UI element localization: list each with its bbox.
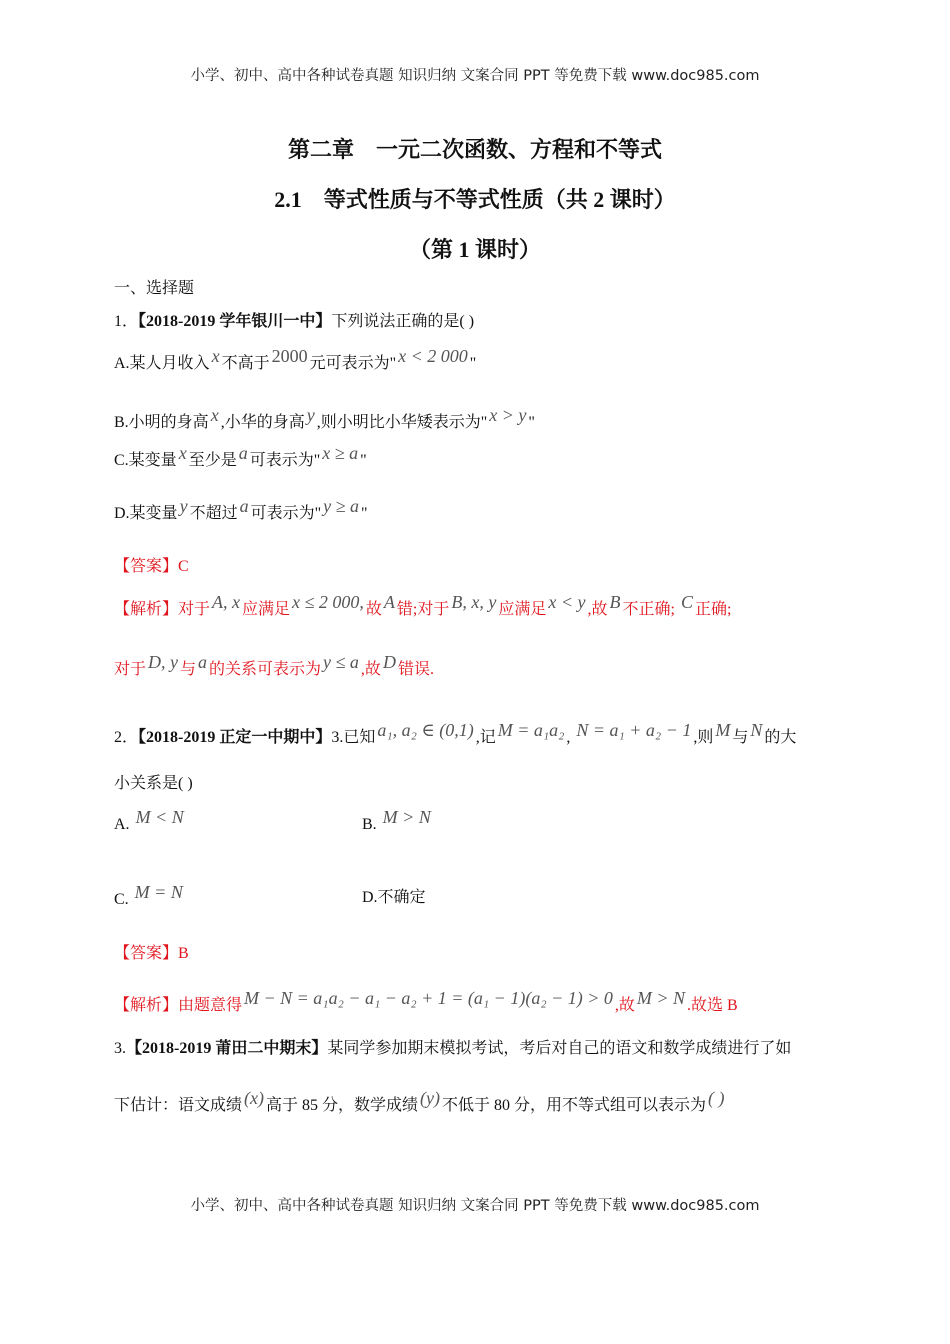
page-footer: 小学、初中、高中各种试卷真题 知识归纳 文案合同 PPT 等免费下载 www.doc985.com <box>190 1198 760 1214</box>
math-expression: (x) <box>244 1088 264 1108</box>
text-segment: ,小华的身高 <box>220 414 305 431</box>
text-segment: 3. <box>114 1040 126 1057</box>
bold-source-tag: 【2018-2019 莆田二中期末】 <box>126 1040 328 1057</box>
text-segment: 2． <box>114 729 139 746</box>
text-segment: B.小明的身高 <box>114 414 209 431</box>
part-heading <box>114 277 194 301</box>
math-expression: x ≥ a <box>322 443 359 463</box>
question-3-stem-cont <box>114 1088 727 1118</box>
text-segment: A. <box>114 816 134 833</box>
red-text-segment: 故 <box>365 601 382 618</box>
math-expression: M − N = a₁a₂ − a₁ − a₂ + 1 = (a₁ − 1)(a₂ − 1) > 0 <box>244 988 613 1008</box>
question-2-stem-cont <box>114 772 193 796</box>
text-segment: ,记 <box>475 729 496 746</box>
text-segment: " <box>360 452 367 469</box>
text-segment: " <box>469 355 477 372</box>
text-segment: 小关系是( ) <box>114 775 193 792</box>
text-segment: 与 <box>732 729 749 746</box>
text-segment: ,则小明比小华矮表示为" <box>316 414 488 431</box>
question-1-option-c <box>114 443 367 473</box>
text-segment: 可表示为" <box>250 505 322 522</box>
math-expression: x ≤ 2 000, <box>292 592 364 612</box>
math-expression: y ≤ a <box>323 652 359 672</box>
text-segment: 下列说法正确的是( ) <box>331 313 475 330</box>
math-expression: x <box>210 405 219 425</box>
math-expression: y ≥ a <box>323 496 359 516</box>
red-text-segment: 不正确; <box>622 601 679 618</box>
bold-source-tag: 【2018-2019 学年银川一中】 <box>138 313 332 330</box>
text-segment: B. <box>362 816 381 833</box>
question-2-explanation <box>114 988 738 1018</box>
math-expression: M = N <box>134 882 183 902</box>
red-text-segment: 【答案】B <box>114 945 189 962</box>
math-expression: M <box>715 720 731 740</box>
question-1-explanation-cont <box>114 652 434 682</box>
text-segment: 的大 <box>764 729 797 746</box>
text-segment: D.不确定 <box>362 889 426 906</box>
math-expression: B, x, y <box>451 592 497 612</box>
math-expression: D, y <box>148 652 179 672</box>
text-segment: C. <box>114 891 133 908</box>
red-text-segment: 错;对于 <box>396 601 450 618</box>
red-text-segment: 与 <box>180 661 197 678</box>
text-segment: " <box>361 505 368 522</box>
red-text-segment: 的关系可表示为 <box>209 661 322 678</box>
question-2-option-b <box>362 807 433 837</box>
math-expression: y <box>306 405 315 425</box>
chapter-title: 第二章 一元二次函数、方程和不等式 <box>287 137 662 162</box>
text-segment: 元可表示为" <box>309 355 397 372</box>
math-expression: y <box>179 496 188 516</box>
red-text-segment: 【解析】对于 <box>114 601 211 618</box>
math-expression: a₁, a₂ ∈ (0,1) <box>377 720 474 740</box>
red-text-segment: 错误. <box>397 661 434 678</box>
question-1-answer <box>114 555 189 579</box>
question-1-option-d <box>114 496 368 526</box>
math-number: 2000 <box>271 346 308 366</box>
math-expression: x <box>211 346 220 366</box>
text-segment: 某同学参加期末模拟考试，考后对自己的语文和数学成绩进行了如 <box>327 1040 792 1057</box>
question-1-stem <box>114 310 474 334</box>
text-segment: 高于 85 分，数学成绩 <box>266 1097 419 1114</box>
math-expression: a <box>238 443 248 463</box>
math-expression: x < 2 000 <box>398 346 468 366</box>
math-expression: M = a₁a₂ <box>497 720 565 740</box>
text-segment: 一、选择题 <box>114 280 195 297</box>
math-expression: C <box>680 592 693 612</box>
math-expression: x < y <box>548 592 586 612</box>
bold-source-tag: 【2018-2019 正定一中期中】 <box>138 729 332 746</box>
lesson-title: （第 1 课时） <box>408 237 541 262</box>
red-text-segment: .故选 B <box>687 997 738 1014</box>
text-segment: 不低于 80 分，用不等式组可以表示为 <box>442 1097 707 1114</box>
math-expression: A <box>383 592 395 612</box>
text-segment: " <box>528 414 535 431</box>
math-expression: D <box>382 652 396 672</box>
text-segment: , <box>566 729 575 746</box>
question-2-answer <box>114 942 189 966</box>
text-segment: 可表示为" <box>249 452 321 469</box>
red-text-segment: 应满足 <box>498 601 547 618</box>
red-text-segment: ,故 <box>614 997 635 1014</box>
math-expression: M < N <box>135 807 184 827</box>
red-text-segment: 正确; <box>694 601 732 618</box>
text-segment: D.某变量 <box>114 505 178 522</box>
math-expression: a <box>198 652 208 672</box>
question-1-option-b <box>114 405 535 435</box>
math-expression: N = a₁ + a₂ − 1 <box>576 720 692 740</box>
red-text-segment: 【解析】由题意得 <box>114 997 243 1014</box>
red-text-segment: 对于 <box>114 661 147 678</box>
math-expression: x <box>178 443 187 463</box>
section-title: 2.1 等式性质与不等式性质（共 2 课时） <box>274 187 676 212</box>
question-2-option-c <box>114 882 185 912</box>
question-1-explanation <box>114 592 732 622</box>
text-segment: A.某人月收入 <box>114 355 210 372</box>
math-expression: N <box>750 720 763 740</box>
text-segment: C.某变量 <box>114 452 177 469</box>
red-text-segment: 应满足 <box>242 601 291 618</box>
page-header: 小学、初中、高中各种试卷真题 知识归纳 文案合同 PPT 等免费下载 www.doc985.com <box>190 68 760 84</box>
math-expression: a <box>239 496 249 516</box>
math-expression: A, x <box>212 592 240 612</box>
red-text-segment: 【答案】C <box>114 558 189 575</box>
question-2-option-a <box>114 807 186 837</box>
math-expression: B <box>609 592 621 612</box>
text-segment: 至少是 <box>188 452 237 469</box>
question-2-option-d <box>362 886 426 910</box>
math-expression: M > N <box>382 807 431 827</box>
red-text-segment: ,故 <box>587 601 608 618</box>
question-2-stem <box>114 720 797 750</box>
math-expression: ( ) <box>708 1088 725 1108</box>
text-segment: 不高于 <box>221 355 270 372</box>
question-1-option-a <box>114 346 477 376</box>
text-segment: ,则 <box>693 729 714 746</box>
text-segment: 下估计：语文成绩 <box>114 1097 243 1114</box>
text-segment: 不超过 <box>189 505 238 522</box>
text-segment: 3.已知 <box>331 729 376 746</box>
math-expression: (y) <box>420 1088 440 1108</box>
red-text-segment: ,故 <box>360 661 381 678</box>
math-expression: x > y <box>489 405 527 425</box>
question-3-stem <box>114 1037 791 1061</box>
math-expression: M > N <box>636 988 686 1008</box>
text-segment: 1． <box>114 313 139 330</box>
